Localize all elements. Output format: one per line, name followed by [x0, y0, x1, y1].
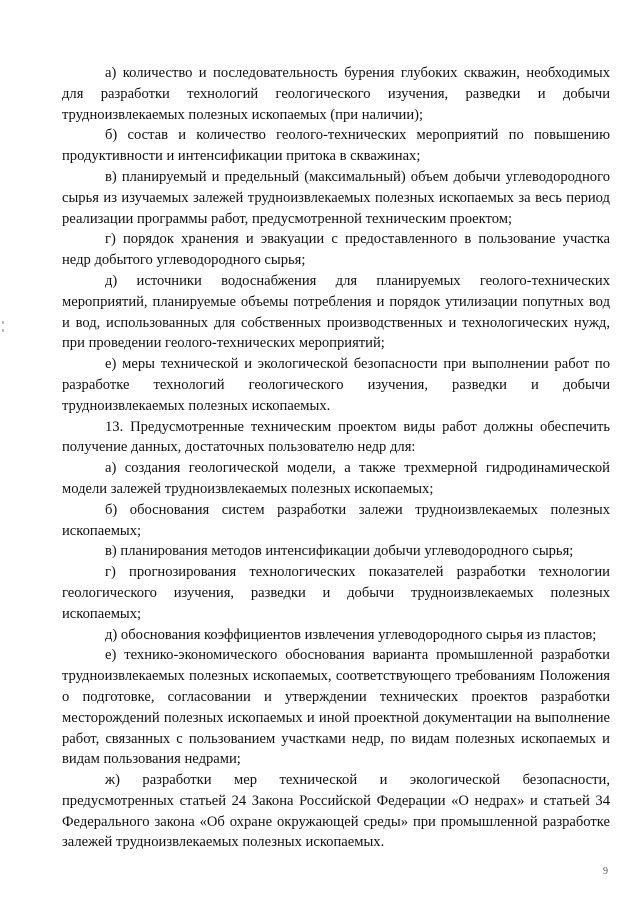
- paragraph-12a: а) количество и последовательность бурения глубоких скважин, необходимых для разработки технологий геологического изучения, разведки и добычи трудноизвлекаемых полезных ископаемых (при наличии);: [62, 65, 610, 123]
- document-page: [62, 63, 610, 853]
- paragraph-13g: г) прогнозирования технологических показателей разработки технологии геологического изучения, разведки и добычи трудноизвлекаемых полезных ископаемых;: [62, 564, 610, 622]
- paragraph-12d: д) источники водоснабжения для планируемых геолого-технических мероприятий, планируемые объемы потребления и порядок утилизации попутных вод и вод, использованных для собственных производственных и технологических нужд, при проведении геолого-технических мероприятий;: [62, 272, 610, 352]
- scan-margin-mark: [2, 329, 4, 332]
- paragraph-13zh: ж) разработки мер технической и экологической безопасности, предусмотренных статьей 24 Закона Российской Федерации «О недрах» и статьей 34 Федерального закона «Об охране окружающей среды» при промышленной разработке залежей трудноизвлекаемых полезных ископаемых.: [62, 772, 610, 851]
- paragraph-13e: е) технико-экономического обоснования варианта промышленной разработки трудноизвлекаемых полезных ископаемых, соответствующего требованиям Положения о подготовке, согласовании и утверждении технических проектов разработки месторождений полезных ископаемых и иной проектной документации на выполнение работ, связанных с пользованием участками недр, по видам полезных ископаемых и видам пользования недрами;: [62, 647, 610, 768]
- page-number: 9: [603, 866, 608, 877]
- paragraph-12v: в) планируемый и предельный (максимальный) объем добычи углеводородного сырья из изучаемых залежей трудноизвлекаемых полезных ископаемых за весь период реализации программы работ, предусмотренной техническим проектом;: [62, 168, 610, 227]
- paragraph-13d: д) обоснования коэффициентов извлечения углеводородного сырья из пластов;: [105, 626, 597, 643]
- paragraph-13a: а) создания геологической модели, а также трехмерной гидродинамической модели залежей трудноизвлекаемых полезных ископаемых;: [62, 460, 610, 497]
- paragraph-12g: г) порядок хранения и эвакуации с предоставленного в пользование участка недр добытого углеводородного сырья;: [62, 231, 610, 269]
- scan-margin-mark: [2, 321, 4, 324]
- paragraph-13v: в) планирования методов интенсификации добычи углеводородного сырья;: [105, 543, 574, 560]
- paragraph-12e: е) меры технической и экологической безопасности при выполнении работ по разработке технологий геологического изучения, разведки и добычи трудноизвлекаемых полезных ископаемых.: [62, 356, 610, 414]
- paragraph-13: 13. Предусмотренные техническим проектом виды работ должны обеспечить получение данных, достаточных пользователю недр для:: [62, 418, 610, 456]
- paragraph-13b: б) обоснования систем разработки залежи трудноизвлекаемых полезных ископаемых;: [62, 501, 610, 539]
- paragraph-12b: б) состав и количество геолого-технических мероприятий по повышению продуктивности и интенсификации притока в скважинах;: [62, 127, 610, 165]
